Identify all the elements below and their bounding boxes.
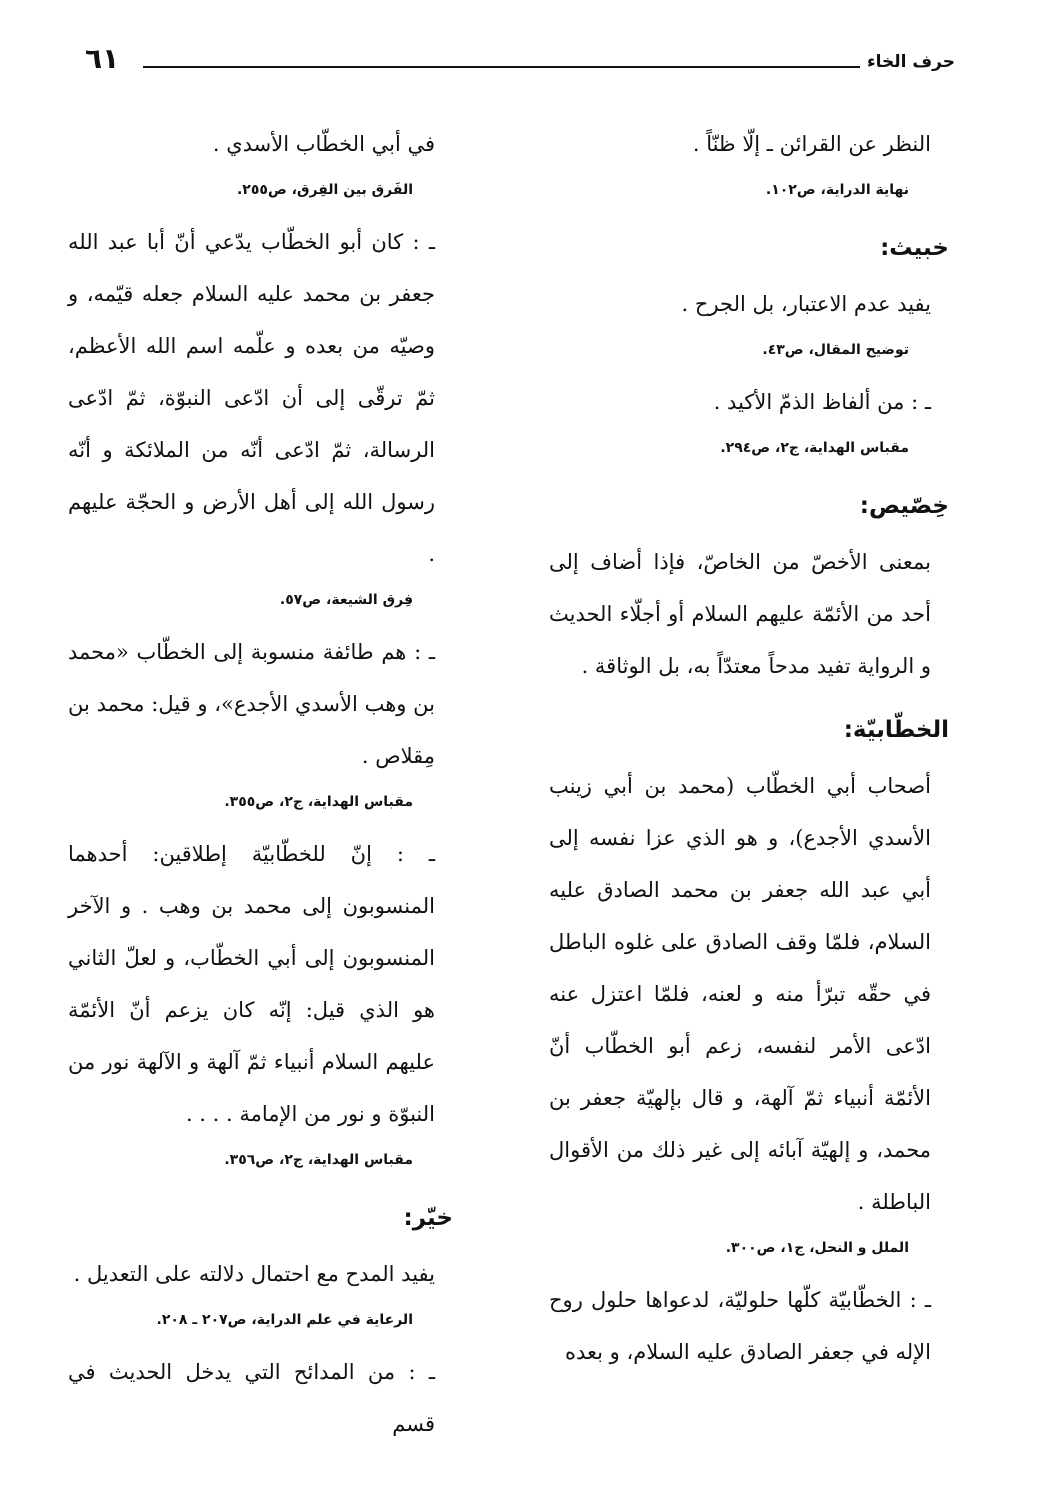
source-citation: الرعاية في علم الدراية، ص٢٠٧ ـ ٢٠٨. (156, 1312, 413, 1328)
source-citation: مقباس الهداية، ج٢، ص٣٥٦. (224, 1152, 413, 1168)
body-paragraph: بمعنى الأخصّ من الخاصّ، فإذا أضاف إلى أحد من الأئمّة عليهم السلام أو أجلّاء الحديث و الرواية تفيد مدحاً معتدّاً به، بل الوثاقة . (549, 550, 931, 678)
body-paragraph: ـ : من المدائح التي يدخل الحديث في قسم (68, 1360, 435, 1436)
source-citation: الملل و النحل، ج١، ص٣٠٠. (725, 1240, 909, 1256)
source-citation: نهاية الدراية، ص١٠٢. (765, 182, 909, 198)
source-citation: فِرق الشيعة، ص٥٧. (279, 592, 413, 608)
header-rule (143, 66, 860, 68)
body-paragraph: ـ : من ألفاظ الذمّ الأكيد . (713, 390, 931, 414)
body-paragraph: النظر عن القرائن ـ إلّا ظنّاً . (692, 132, 931, 156)
source-citation: مقباس الهداية، ج٢، ص٢٩٤. (720, 440, 909, 456)
entry-heading: الخطّابيّة: (843, 717, 949, 743)
source-citation: الفَرق بين الفِرق، ص٢٥٥. (236, 182, 413, 198)
page-header (85, 40, 955, 80)
left-column (68, 118, 453, 1450)
entry-heading: خبيث: (880, 235, 949, 261)
body-paragraph: ـ : الخطّابيّة كلّها حلوليّة، لدعواها حلول روح الإله في جعفر الصادق عليه السلام، و بعده (549, 1288, 931, 1364)
body-paragraph: أصحاب أبي الخطّاب (محمد بن أبي زينب الأسدي الأجدع)، و هو الذي عزا نفسه إلى أبي عبد الله جعفر بن محمد الصادق عليه السلام، فلمّا وقف الصادق على غلوه الباطل في حقّه تبرّأ منه و لعنه، فلمّا اعتزل عنه ادّعى الأمر لنفسه، زعم أبو الخطّاب أنّ الأئمّة أنبياء ثمّ آلهة، و قال بإلهيّة جعفر بن محمد، و إلهيّة آبائه إلى غير ذلك من الأقوال الباطلة . (549, 774, 931, 1214)
source-citation: توضيح المقال، ص٤٣. (762, 342, 909, 358)
source-citation: مقباس الهداية، ج٢، ص٣٥٥. (224, 794, 413, 810)
body-paragraph: يفيد المدح مع احتمال دلالته على التعديل . (73, 1262, 435, 1286)
body-paragraph: في أبي الخطّاب الأسدي . (212, 132, 435, 156)
body-paragraph: ـ : هم طائفة منسوبة إلى الخطّاب «محمد بن وهب الأسدي الأجدع»، و قيل: محمد بن مِقلاص . (68, 640, 435, 768)
body-paragraph: ـ : إنّ للخطّابيّة إطلاقين: أحدهما المنسوبون إلى محمد بن وهب . و الآخر المنسوبون إلى أبي الخطّاب، و لعلّ الثاني هو الذي قيل: إنّه كان يزعم أنّ الأئمّة عليهم السلام أنبياء ثمّ آلهة و الآلهة نور من النبوّة و نور من الإمامة . . . . (68, 842, 435, 1126)
entry-heading: خيّر: (403, 1205, 453, 1231)
section-title: حرف الخاء (866, 52, 955, 72)
body-paragraph: يفيد عدم الاعتبار، بل الجرح . (681, 292, 931, 316)
page-number: ٦١ (85, 42, 120, 75)
body-paragraph: ـ : كان أبو الخطّاب يدّعي أنّ أبا عبد الله جعفر بن محمد عليه السلام جعله قيّمه، و وصيّه من بعده و علّمه اسم الله الأعظم، ثمّ ترقّى إلى أن ادّعى النبوّة، ثمّ ادّعى الرسالة، ثمّ ادّعى أنّه من الملائكة و أنّه رسول الله إلى أهل الأرض و الحجّة عليهم . (68, 230, 435, 566)
entry-heading: خِصّيص: (859, 493, 949, 519)
right-column (549, 118, 949, 1378)
